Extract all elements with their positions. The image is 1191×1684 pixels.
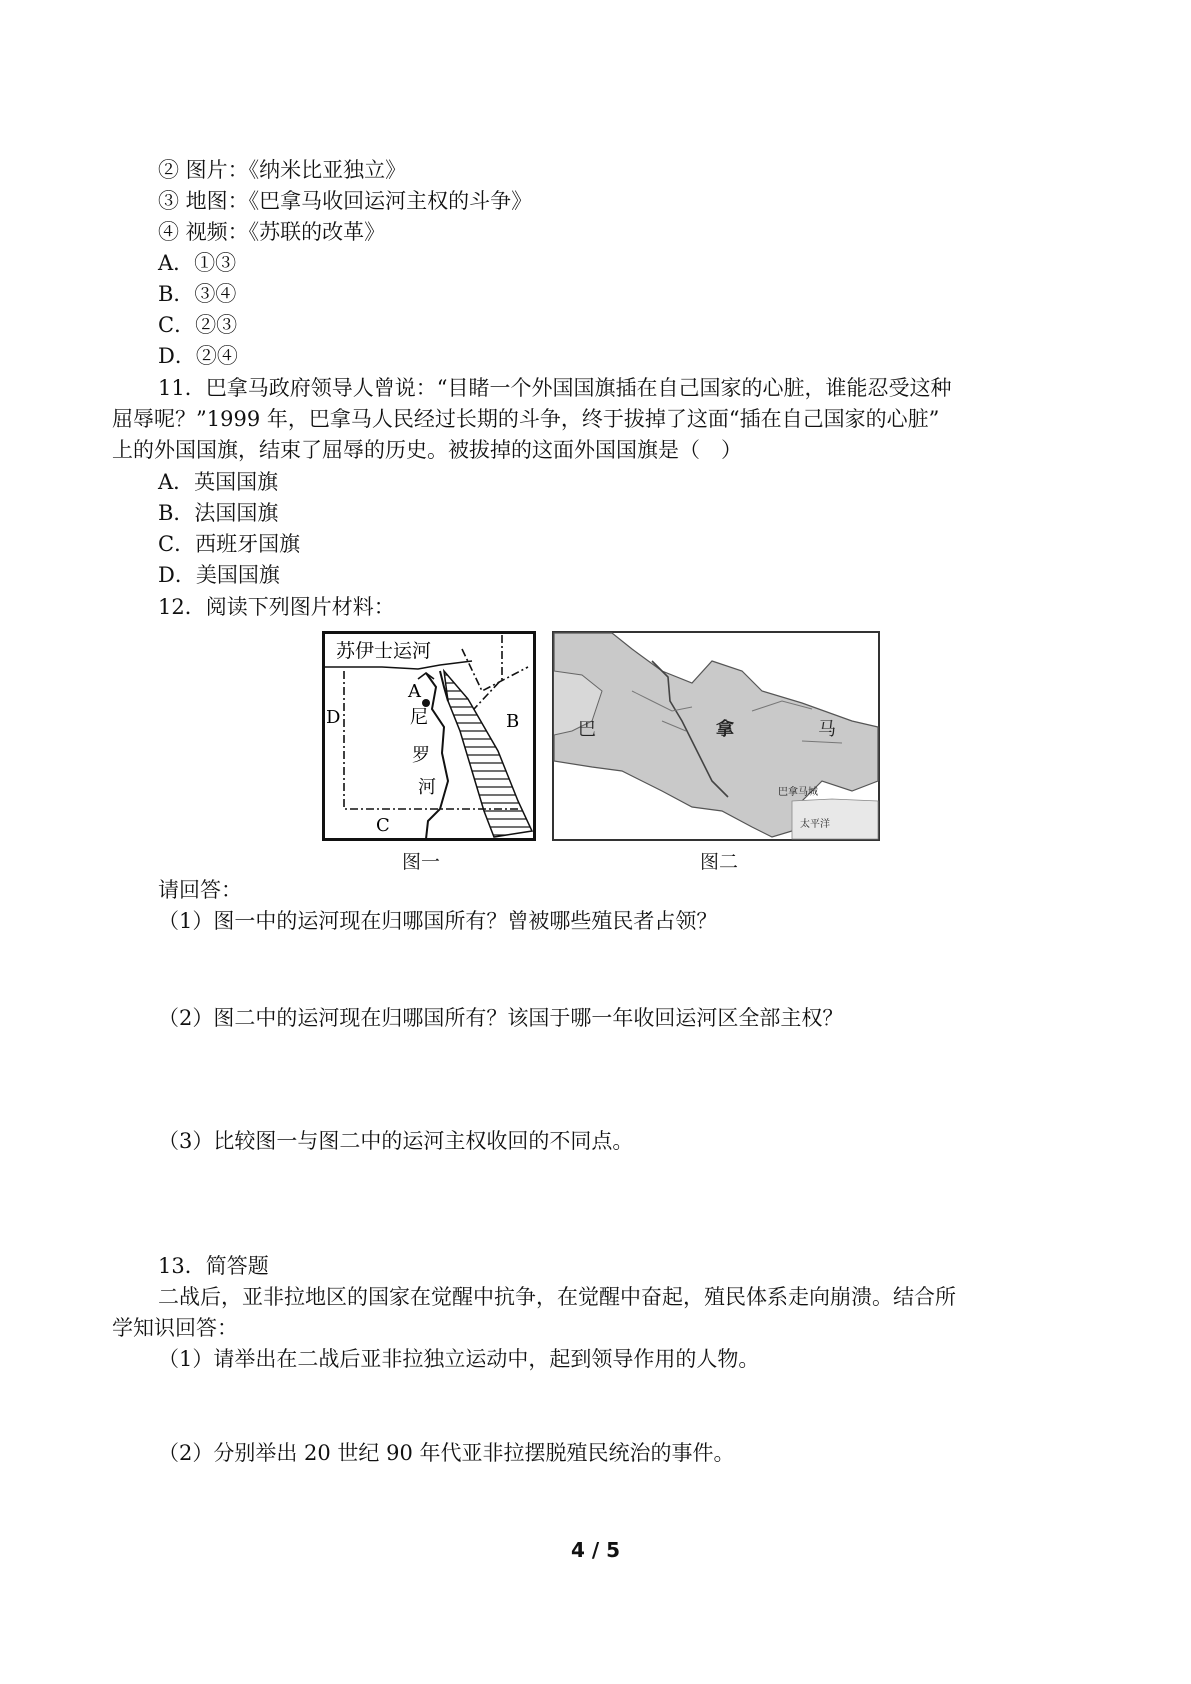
figure-1-map: [322, 631, 536, 841]
label-ba: 巴: [578, 719, 596, 740]
canal-label: 苏伊士运河: [336, 640, 432, 662]
label-panama-city: 巴拿马城: [778, 787, 818, 798]
label-he: 河: [418, 777, 436, 798]
option-2: ② 图片：《纳米比亚独立》: [158, 158, 407, 182]
figure-2-map: [552, 631, 880, 841]
q12-sub-2: （2）图二中的运河现在归哪国所有？该国于哪一年收回运河区全部主权？: [158, 1006, 844, 1030]
label-na: 拿: [716, 719, 734, 740]
label-ni: 尼: [410, 707, 428, 728]
q12-sub-1: （1）图一中的运河现在归哪国所有？曾被哪些殖民者占领？: [158, 909, 718, 933]
label-pacific: 太平洋: [800, 819, 830, 830]
label-luo: 罗: [412, 745, 430, 766]
q13-line-1: 二战后，亚非拉地区的国家在觉醒中抗争，在觉醒中奋起，殖民体系走向崩溃。结合所: [158, 1285, 956, 1309]
option-3: ③ 地图：《巴拿马收回运河主权的斗争》: [158, 189, 533, 213]
q11-choice-d: D．美国国旗: [158, 563, 280, 587]
q10-choice-a: A．①③: [158, 251, 237, 275]
city-dot: [422, 699, 430, 707]
q11-line-1: 11．巴拿马政府领导人曾说：“目睹一个外国国旗插在自己国家的心脏，谁能忍受这种: [158, 376, 952, 400]
q11-line-2: 屈辱呢？”1999 年，巴拿马人民经过长期的斗争，终于拔掉了这面“插在自己国家的心脏”: [112, 407, 940, 431]
q13-line-2: 学知识回答：: [112, 1316, 238, 1340]
q11-choice-b: B．法国国旗: [158, 501, 279, 525]
figure-1-caption: 图一: [402, 851, 441, 873]
label-ma: 马: [818, 719, 836, 740]
q11-line-3: 上的外国国旗，结束了屈辱的历史。被拔掉的这面外国国旗是（ ）: [112, 438, 742, 462]
q10-choice-b: B．③④: [158, 282, 237, 306]
label-a: A: [408, 681, 421, 702]
q13-sub-2: （2）分别举出 20 世纪 90 年代亚非拉摆脱殖民统治的事件。: [158, 1441, 735, 1465]
q11-choice-c: C．西班牙国旗: [158, 532, 301, 556]
q13-title: 13．简答题: [158, 1254, 269, 1278]
page-number: 4 / 5: [570, 1538, 621, 1562]
label-b: B: [506, 711, 520, 732]
answer-prompt: 请回答：: [158, 878, 242, 902]
q10-choice-c: C．②③: [158, 313, 238, 337]
q12-sub-3: （3）比较图一与图二中的运河主权收回的不同点。: [158, 1129, 634, 1153]
q12-title: 12．阅读下列图片材料：: [158, 595, 395, 619]
q10-choice-d: D．②④: [158, 344, 238, 368]
label-c: C: [376, 815, 390, 836]
q13-sub-1: （1）请举出在二战后亚非拉独立运动中，起到领导作用的人物。: [158, 1347, 760, 1371]
figure-2-caption: 图二: [700, 851, 739, 873]
option-4: ④ 视频：《苏联的改革》: [158, 220, 386, 244]
q11-choice-a: A．英国国旗: [158, 470, 279, 494]
label-d: D: [326, 707, 341, 728]
